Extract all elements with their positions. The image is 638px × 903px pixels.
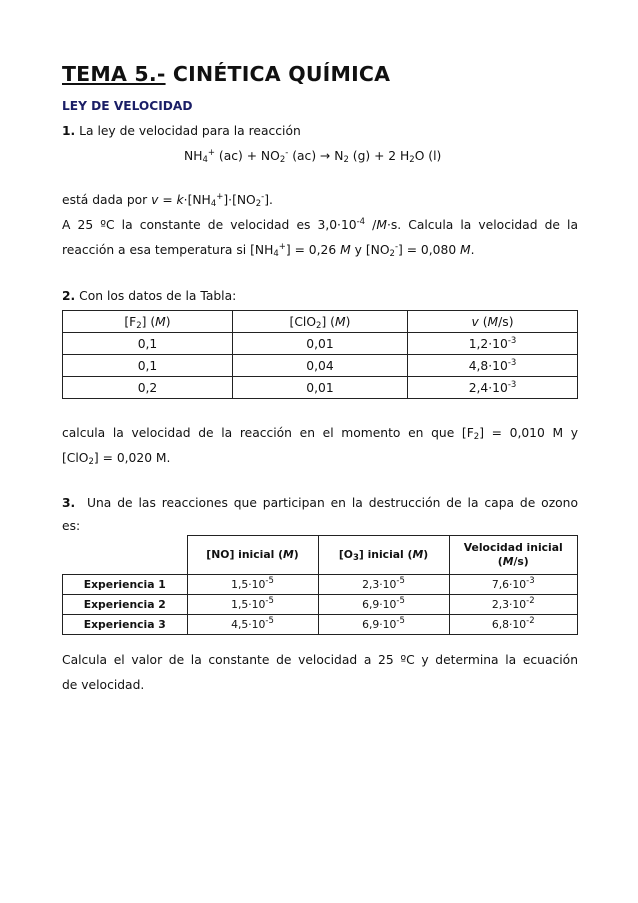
table-header-row: [63, 536, 578, 575]
table-row: [63, 614, 578, 634]
table-row: [63, 574, 578, 594]
table-row: [63, 377, 578, 399]
cell-clo2: 0,01: [232, 377, 407, 399]
q3-intro-line1: 3. Una de las reacciones que participan en la destrucción de la capa de ozono: [62, 496, 578, 510]
q1-number: 1.: [62, 124, 76, 138]
cell-velocity: $1,2\cdot 10^{-3}$: [408, 333, 578, 355]
row-label: Experiencia 1: [63, 574, 188, 594]
cell-f2: 0,1: [63, 333, 233, 355]
q3-question-line1: Calcula el valor de la constante de velocidad a 25 ºC y determina la ecuación: [62, 653, 578, 667]
q3-data-table: [62, 535, 578, 635]
q2-question-line1: calcula la velocidad de la reacción en el momento en que $[F_2] = 0,010$ M y: [62, 426, 578, 442]
q2-question-line2: [ClO$_2$] = 0,020 M.: [62, 451, 171, 467]
cell-f2: 0,1: [63, 355, 233, 377]
cell-no: $4,5\cdot 10^{-5}$: [187, 614, 318, 634]
cell-no: $1,5\cdot 10^{-5}$: [187, 574, 318, 594]
cell-velocity: $2,4\cdot 10^{-3}$: [408, 377, 578, 399]
row-label: Experiencia 3: [63, 614, 188, 634]
corner-blank: [63, 536, 188, 575]
table-row: [63, 594, 578, 614]
title-prefix: TEMA 5.-: [62, 62, 166, 86]
q2-number: 2.: [62, 289, 76, 303]
q2-intro: [62, 284, 578, 309]
q1-intro-text: La ley de velocidad para la reacción: [79, 124, 301, 138]
table-row: [63, 333, 578, 355]
table-row: [63, 355, 578, 377]
cell-rate: $6,8\cdot 10^{-2}$: [449, 614, 578, 634]
cell-no: $1,5\cdot 10^{-5}$: [187, 594, 318, 614]
header-velocity: v (M/s): [408, 311, 578, 333]
section-heading: LEY DE VELOCIDAD: [62, 99, 193, 113]
q1-condition-line1: A 25 ºC la constante de velocidad es $3,0\cdot 10^{-4}$ /M·s. Calcula la velocidad de la: [62, 217, 578, 232]
cell-clo2: 0,01: [232, 333, 407, 355]
header-no: [NO] inicial (M): [187, 536, 318, 575]
cell-velocity: $4,8\cdot 10^{-3}$: [408, 355, 578, 377]
q3-intro-line2: es:: [62, 519, 81, 533]
title-main: CINÉTICA QUÍMICA: [172, 62, 391, 86]
header-f2: $[F_2]$ (M): [63, 311, 233, 333]
cell-rate: $2,3\cdot 10^{-2}$: [449, 594, 578, 614]
q1-equation: $NH_4^+$ $(ac) + NO_2^-$ $(ac) \to N_2$ (g) + 2 $H_2O$ (l): [184, 148, 442, 165]
cell-f2: 0,2: [63, 377, 233, 399]
q3-number: 3.: [62, 496, 76, 510]
cell-o3: $6,9\cdot 10^{-5}$: [318, 594, 449, 614]
row-label: Experiencia 2: [63, 594, 188, 614]
q2-intro-text: Con los datos de la Tabla:: [79, 289, 237, 303]
q3-question-line2: de velocidad.: [62, 678, 145, 692]
cell-rate: $7,6\cdot 10^{-3}$: [449, 574, 578, 594]
header-o3: $[O_3]$ inicial (M): [318, 536, 449, 575]
header-clo2: [ClO$_2$] (M): [232, 311, 407, 333]
cell-o3: $6,9\cdot 10^{-5}$: [318, 614, 449, 634]
q1-condition-line2: reacción a esa temperatura si $[NH_4^+] = 0,26$ M y $[NO_2^-] = 0,080$ M.: [62, 242, 475, 259]
cell-o3: $2,3\cdot 10^{-5}$: [318, 574, 449, 594]
q1-rate-law: está dada por $v = k\cdot[NH_4^+]\cdot[NO_2^-]$.: [62, 192, 273, 209]
q2-data-table: [62, 310, 578, 399]
table-header-row: [63, 311, 578, 333]
header-rate: Velocidad inicial (M/s): [449, 536, 578, 575]
cell-clo2: 0,04: [232, 355, 407, 377]
q1-intro: [62, 119, 578, 144]
page-title: [62, 62, 390, 86]
